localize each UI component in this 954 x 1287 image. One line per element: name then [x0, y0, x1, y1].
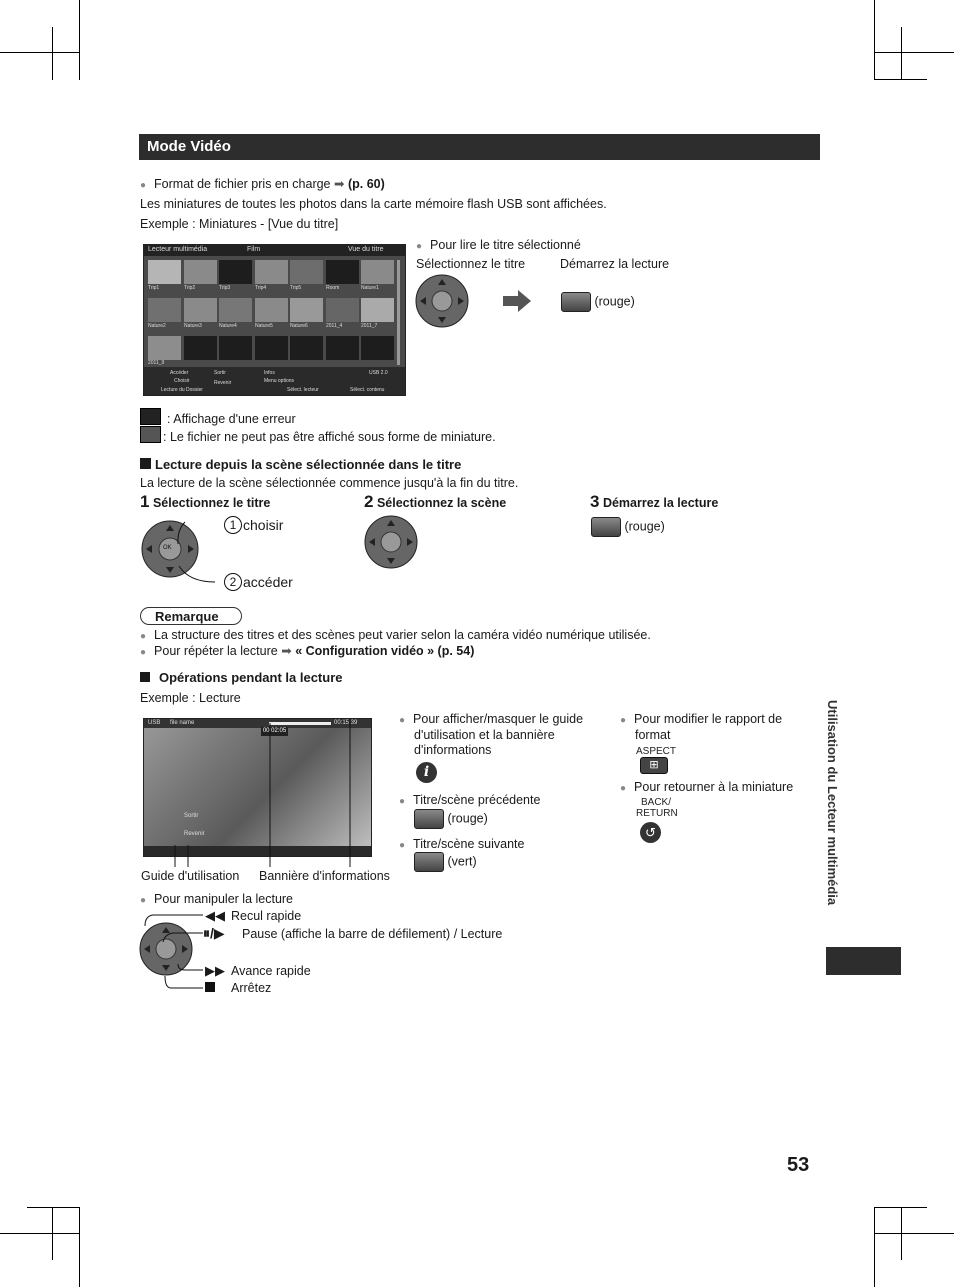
read-title-step1: Sélectionnez le titre: [416, 257, 526, 271]
stop-icon: [205, 982, 215, 992]
crop-mark: [874, 1233, 954, 1234]
scene-step2: 2 Sélectionnez la scène: [364, 492, 507, 511]
crop-mark: [874, 79, 927, 80]
manip-label: ● Pour manipuler la lecture: [140, 892, 294, 906]
crop-mark: [79, 0, 80, 80]
remarque-line2: ● Pour répéter la lecture ➡ « Configuration vidéo » (p. 54): [140, 644, 475, 658]
operations-heading: Opérations pendant la lecture: [140, 670, 343, 685]
pause-play-icon: ⏸/▶: [203, 925, 225, 941]
crop-mark: [874, 1207, 875, 1287]
toggle-info: ● Pour afficher/masquer le guide d'utilisation et la bannière d'informations: [399, 712, 584, 757]
stop-label: Arrêtez: [231, 981, 272, 995]
next-button-row: (vert): [414, 852, 477, 872]
crop-mark: [52, 1207, 53, 1260]
dpad-icon: [364, 515, 418, 569]
scene-desc: La lecture de la scène sélectionnée commence jusqu'à la fin du titre.: [140, 476, 519, 490]
scene-step3: 3 Démarrez la lecture: [590, 492, 719, 511]
scene-heading: Lecture depuis la scène sélectionnée dans le titre: [140, 457, 461, 472]
rewind-label: Recul rapide: [231, 909, 302, 923]
intro-desc: Les miniatures de toutes les photos dans la carte mémoire flash USB sont affichées.: [140, 197, 607, 211]
error-legend: : Affichage d'une erreur: [167, 412, 296, 426]
red-button-icon: [591, 517, 621, 537]
ok-label: OK: [163, 545, 172, 551]
rewind-icon: ◀◀: [205, 908, 225, 923]
aspect-info: ● Pour modifier le rapport de format: [620, 712, 783, 742]
aspect-key-label: ASPECT: [636, 746, 677, 757]
crop-mark: [901, 1207, 902, 1260]
crop-mark: [874, 0, 875, 80]
callout-lines: [143, 912, 208, 992]
format-line: ● Format de fichier pris en charge ➡ (p. 60): [140, 177, 385, 191]
red-button-row: (rouge): [561, 292, 635, 312]
circle-number: 1: [224, 516, 242, 534]
red-button-icon: [561, 292, 591, 312]
scene-step1: 1 Sélectionnez le titre: [140, 492, 271, 511]
side-tab: [826, 947, 901, 975]
red-button-icon: [414, 809, 444, 829]
back-key-label: BACK/: [641, 797, 672, 808]
callout-lines: [175, 518, 227, 590]
callout-lines: [170, 715, 355, 870]
remarque-label: Remarque: [140, 607, 242, 625]
remarque-line1: ● La structure des titres et des scènes peut varier selon la caméra vidéo numérique utilisée.: [140, 628, 651, 642]
read-title-step2: Démarrez la lecture: [560, 257, 670, 271]
thumbnail-screen: Lecteur multimédia Film Vue du titre Trip1 Trip2 Trip3 Trip4 Trip5 Room Nature1 Nature2 Nature3 Nature4 Nature5 Nature6 2011_4 2011_7 2011_9 Accéder Choisir Sortir Revenir Infos Menu options USB 2.0 Lecture du Dossier Sélect. lecteur Sélect. contenu: [143, 244, 406, 396]
crop-mark: [79, 1207, 80, 1287]
crop-mark: [27, 1207, 80, 1208]
aspect-icon: ⊞: [640, 757, 668, 774]
page-number: 53: [787, 1154, 810, 1176]
arrow-right-icon: [503, 290, 531, 312]
red-button-row: (rouge): [591, 517, 665, 537]
crop-mark: [52, 27, 53, 80]
section-title: Mode Vidéo: [139, 134, 820, 160]
choisir-label: choisir: [243, 517, 284, 533]
circle-number: 2: [224, 573, 242, 591]
info-icon: i: [416, 762, 437, 783]
nothumb-legend: : Le fichier ne peut pas être affiché sous forme de miniature.: [163, 430, 496, 444]
crop-mark: [901, 27, 902, 80]
dpad-icon: [415, 274, 469, 328]
intro-example: Exemple : Miniatures - [Vue du titre]: [140, 217, 339, 231]
crop-mark: [27, 52, 80, 53]
read-title-bullet: ● Pour lire le titre sélectionné: [416, 238, 581, 252]
guide-label: Guide d'utilisation: [141, 869, 240, 883]
crop-mark: [874, 52, 954, 53]
ff-label: Avance rapide: [231, 964, 311, 978]
next-label: ● Titre/scène suivante: [399, 837, 525, 851]
acceder-label: accéder: [243, 574, 293, 590]
return-key-label: RETURN: [636, 808, 678, 819]
operations-example: Exemple : Lecture: [140, 691, 241, 705]
playback-screen: USB file name 00:15:39 00:02:05 Sortir Revenir: [143, 718, 372, 857]
green-button-icon: [414, 852, 444, 872]
return-icon: ↺: [640, 822, 661, 843]
crop-mark: [0, 1233, 80, 1234]
prev-label: ● Titre/scène précédente: [399, 793, 541, 807]
error-icon: [140, 408, 161, 425]
pause-label: Pause (affiche la barre de défilement) / Lecture: [242, 927, 503, 941]
nothumb-icon: [140, 426, 161, 443]
crop-mark: [874, 1207, 927, 1208]
side-label: Utilisation du Lecteur multimédia: [825, 700, 840, 906]
banner-label: Bannière d'informations: [259, 869, 390, 883]
fast-forward-icon: ▶▶: [205, 963, 225, 978]
prev-button-row: (rouge): [414, 809, 488, 829]
back-info: ● Pour retourner à la miniature: [620, 780, 794, 794]
